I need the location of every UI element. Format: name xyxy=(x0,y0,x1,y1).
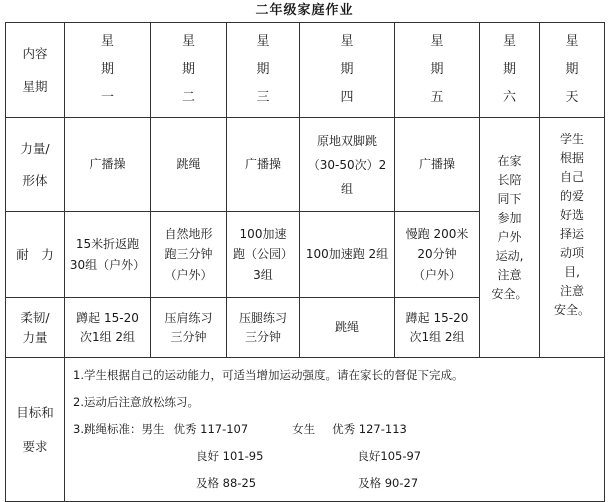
cell-text: 同下 xyxy=(497,191,522,206)
cell-thu-endurance xyxy=(300,212,395,298)
male-pass-value: 88-25 xyxy=(222,476,257,490)
female-good-value: 105-97 xyxy=(380,449,422,463)
cell-text: 跳绳 xyxy=(334,320,359,335)
cell-text: 安全。 xyxy=(553,302,590,317)
goal-line-2: 2.运动后注意放松练习。 xyxy=(73,395,199,409)
day-header-sat xyxy=(480,23,540,118)
cell-tue-endurance xyxy=(151,212,227,298)
cell-text: 原地双脚跳 xyxy=(316,133,377,148)
cell-text: 广播操 xyxy=(89,157,126,172)
cell-text: 跳绳 xyxy=(176,157,201,172)
day-header-mon xyxy=(65,23,151,118)
cell-tue-strength xyxy=(151,118,227,212)
cell-text: 户外 xyxy=(497,229,522,244)
excellent-label: 优秀 xyxy=(173,422,197,436)
pass-label: 及格 xyxy=(358,476,382,490)
excellent-label: 优秀 xyxy=(332,422,356,436)
row-label-goals xyxy=(6,358,65,502)
page-title: 二年级家庭作业 xyxy=(255,3,354,18)
cell-text: 组 xyxy=(340,181,353,196)
goal-line-3-prefix: 3.跳绳标准： xyxy=(73,422,142,436)
cell-text: 跑三分钟 xyxy=(164,247,213,262)
row-label-line: 柔韧/ xyxy=(20,310,50,326)
cell-text: 100加速 xyxy=(239,226,287,241)
goals-row xyxy=(6,358,605,502)
cell-text: 安全。 xyxy=(491,286,528,301)
male-label: 男生 xyxy=(141,422,165,436)
day-char: 星 xyxy=(565,34,579,50)
day-char: 二 xyxy=(181,89,195,105)
cell-text: （户外） xyxy=(164,267,213,282)
day-char: 星 xyxy=(340,34,354,50)
cell-fri-endurance xyxy=(395,212,480,298)
cell-text: 自己 xyxy=(559,169,584,184)
cell-text: 注意 xyxy=(559,283,584,298)
goal-line-pass xyxy=(73,470,596,497)
cell-text: （30-50次）2 xyxy=(307,157,387,172)
cell-wed-flexibility xyxy=(227,298,300,358)
cell-text: 在家 xyxy=(497,154,522,168)
cell-mon-flexibility xyxy=(65,298,151,358)
cell-text: 慢跑 200米 xyxy=(405,226,469,241)
day-header-tue xyxy=(151,23,227,118)
cell-text: 15米折返跑 xyxy=(75,237,140,252)
day-char: 四 xyxy=(340,89,354,105)
good-label: 良好 xyxy=(357,449,381,463)
day-char: 天 xyxy=(565,89,579,105)
cell-text: 注意 xyxy=(497,267,522,282)
strength-row xyxy=(6,118,605,212)
day-char: 五 xyxy=(430,89,444,105)
cell-fri-flexibility xyxy=(395,298,480,358)
row-label-flexibility xyxy=(6,298,65,358)
male-good-value: 101-95 xyxy=(222,449,264,463)
cell-wed-endurance xyxy=(227,212,300,298)
cell-text: 动项 xyxy=(559,245,584,260)
cell-text: 择运 xyxy=(559,226,584,241)
day-char: 期 xyxy=(565,62,579,78)
day-char: 期 xyxy=(502,62,516,78)
cell-text: 次1组 2组 xyxy=(409,329,465,344)
cell-text: 压肩练习 xyxy=(164,310,213,325)
cell-fri-strength xyxy=(395,118,480,212)
cell-text: 学生 xyxy=(559,132,584,146)
day-char: 期 xyxy=(256,62,270,78)
day-char: 星 xyxy=(502,34,516,50)
goal-line-1: 1.学生根据自己的运动能力，可适当增加运动强度。请在家长的督促下完成。 xyxy=(73,368,464,382)
cell-text: 自然地形 xyxy=(164,226,213,241)
day-char: 星 xyxy=(100,34,114,50)
row-label-strength xyxy=(6,118,65,212)
day-char: 期 xyxy=(100,62,114,78)
day-char: 期 xyxy=(430,62,444,78)
cell-sun-all xyxy=(540,118,605,358)
row-label-line: 形体 xyxy=(22,172,48,188)
female-excellent-value: 127-113 xyxy=(358,422,407,436)
cell-text: 运动, xyxy=(495,248,524,263)
day-header-thu xyxy=(300,23,395,118)
cell-thu-flexibility xyxy=(300,298,395,358)
day-char: 星 xyxy=(256,34,270,50)
pass-label: 及格 xyxy=(196,476,219,490)
cell-text: 参加 xyxy=(497,210,522,225)
female-pass-value: 90-27 xyxy=(384,476,419,490)
day-header-fri xyxy=(395,23,480,118)
good-label: 良好 xyxy=(196,449,219,463)
day-header-wed xyxy=(227,23,300,118)
female-label: 女生 xyxy=(292,422,316,436)
day-char: 期 xyxy=(340,62,354,78)
male-excellent-value: 117-107 xyxy=(200,422,249,436)
cell-text: 蹲起 15-20 xyxy=(76,310,139,325)
goal-line-good xyxy=(73,443,596,470)
cell-text: 次1组 2组 xyxy=(79,329,136,344)
cell-mon-endurance xyxy=(65,212,151,298)
cell-text: 蹲起 15-20 xyxy=(405,310,469,325)
row-label-line: 要求 xyxy=(22,438,48,454)
cell-text: 三分钟 xyxy=(244,329,281,344)
homework-table xyxy=(5,22,605,502)
row-label-line: 力量 xyxy=(22,329,48,345)
day-char: 星 xyxy=(181,34,195,50)
cell-text: 长陪 xyxy=(497,172,522,187)
goals-cell xyxy=(65,358,605,502)
cell-text: 根据 xyxy=(559,150,584,165)
day-char: 一 xyxy=(100,89,114,105)
cell-text: 广播操 xyxy=(244,157,281,172)
cell-text: 好选 xyxy=(559,207,584,222)
cell-text: （户外） xyxy=(412,267,461,282)
cell-text: 20分钟 xyxy=(417,247,457,262)
day-char: 三 xyxy=(256,89,270,105)
row-label-line: 目标和 xyxy=(16,405,54,421)
day-char: 期 xyxy=(181,62,195,78)
cell-text: 30组（户外） xyxy=(69,257,146,272)
corner-top-label: 内容 xyxy=(22,45,48,61)
row-label-endurance: 耐 力 xyxy=(6,212,65,298)
cell-text: 广播操 xyxy=(418,157,455,172)
cell-text: 3组 xyxy=(253,267,273,282)
day-char: 星 xyxy=(430,34,444,50)
cell-text: 100加速跑 2组 xyxy=(305,247,389,262)
day-char: 六 xyxy=(502,89,516,105)
cell-text: 的爱 xyxy=(559,188,584,203)
cell-thu-strength xyxy=(300,118,395,212)
corner-cell xyxy=(6,23,65,118)
cell-sat-all xyxy=(480,118,540,358)
day-header-sun xyxy=(540,23,605,118)
cell-text: 跑（公园） xyxy=(232,247,293,262)
header-row xyxy=(6,23,605,118)
cell-tue-flexibility xyxy=(151,298,227,358)
cell-text: 三分钟 xyxy=(170,329,207,344)
row-label-line: 力量/ xyxy=(20,141,50,157)
cell-text: 压腿练习 xyxy=(238,310,287,325)
corner-bottom-label: 星期 xyxy=(22,79,48,94)
goal-line-3 xyxy=(73,416,596,443)
cell-text: 目, xyxy=(564,264,580,279)
cell-mon-strength xyxy=(65,118,151,212)
cell-wed-strength xyxy=(227,118,300,212)
